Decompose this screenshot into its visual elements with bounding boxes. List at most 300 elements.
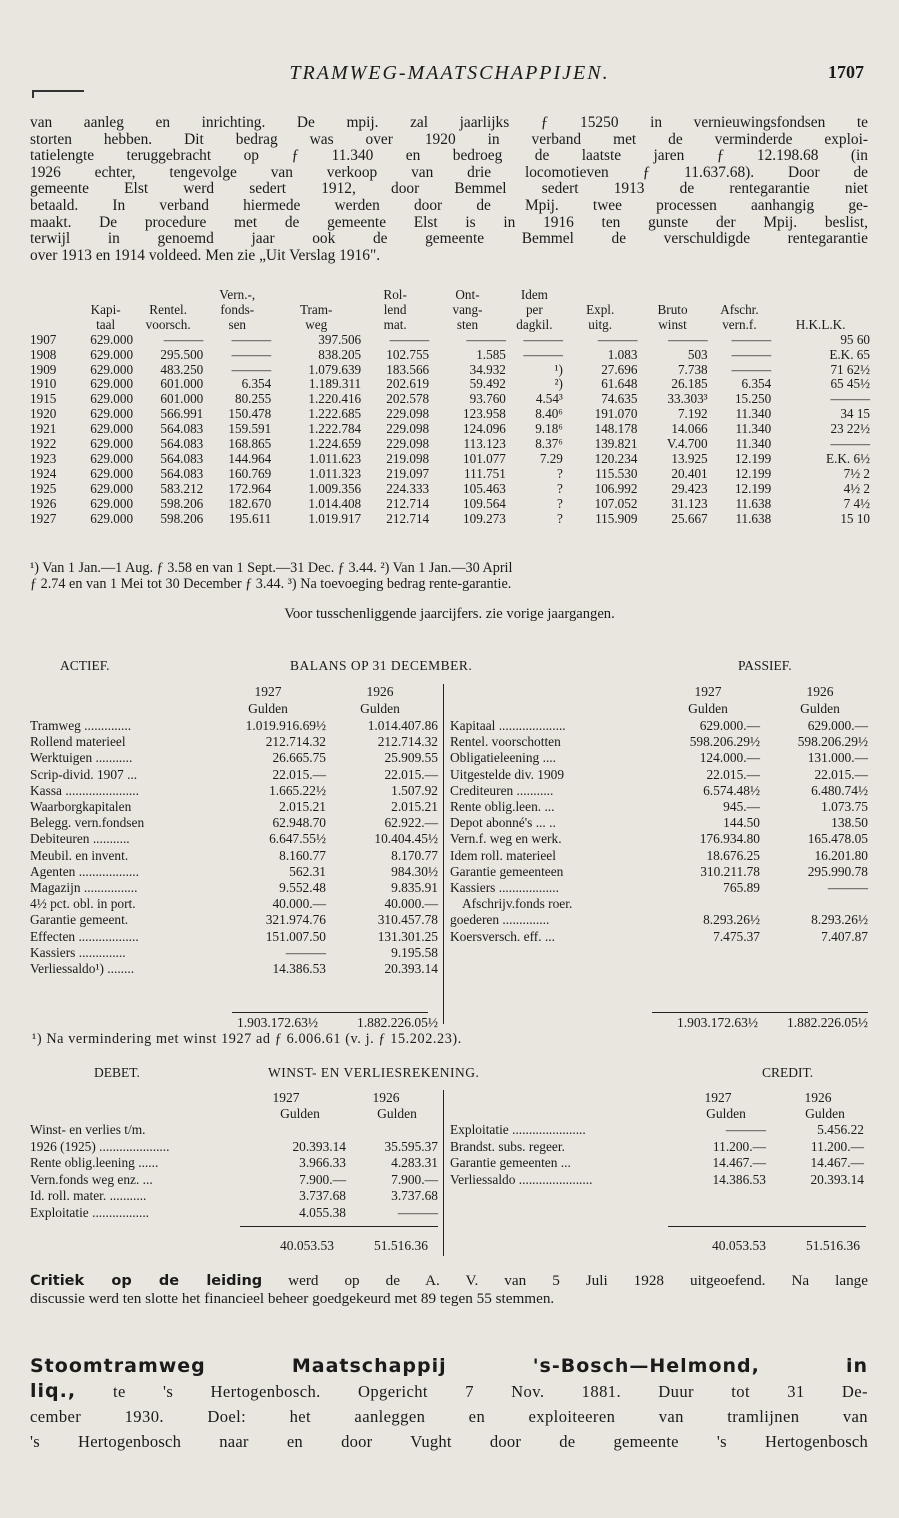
pl-credit-table: [450, 1122, 864, 1188]
history-cell: 14.066: [671, 421, 708, 437]
actief-label: Meubil. en invent.: [30, 847, 129, 863]
passief-value: 598.206.29½: [689, 734, 760, 750]
history-header-row: [30, 288, 870, 303]
history-cell: 93.760: [469, 391, 506, 407]
history-cell: 598.206: [160, 495, 204, 511]
history-cell: 202.578: [386, 391, 430, 407]
history-table: [30, 288, 870, 527]
actief-value: 26.665.75: [272, 750, 326, 766]
pl-year-credit-2: 1926: [804, 1090, 832, 1105]
passief-value: 629.000.—: [699, 718, 760, 733]
debet-value: 4.283.31: [391, 1155, 438, 1171]
balance-year-passief-2: 1926: [806, 684, 834, 699]
actief-value: 1.019.916.69½: [245, 718, 326, 733]
debet-value: 3.737.68: [299, 1188, 346, 1204]
history-cell: 65 45½: [830, 376, 870, 392]
history-row: [30, 377, 870, 392]
history-cell: 102.755: [386, 346, 430, 362]
history-cell: 12.199: [734, 480, 772, 496]
balance-total-passief-1926: 1.882.226.05½: [787, 1015, 868, 1030]
passief-row: [450, 896, 868, 912]
passief-row: [450, 848, 868, 864]
history-cell: 564.083: [160, 421, 204, 437]
actief-value: 1.665.22½: [269, 782, 326, 798]
history-cell: ———: [830, 436, 870, 452]
balance-total-passief-1927: 1.903.172.63½: [677, 1015, 758, 1030]
actief-value: ———: [285, 944, 326, 960]
debet-row: [30, 1155, 438, 1172]
actief-value: 9.195.58: [391, 944, 438, 960]
intro-line: gemeente Elst werd sedert 1912, door Bemmel sedert 1913 de rentegarantie niet: [30, 180, 868, 198]
history-year: 1907: [30, 331, 57, 347]
passief-value: [760, 896, 868, 912]
actief-label: Tramweg ..............: [30, 718, 132, 733]
history-cell: ———: [466, 331, 506, 347]
history-header-cell: per: [525, 301, 543, 317]
history-cell: 8.37⁶: [535, 436, 563, 452]
actief-label: Magazijn ................: [30, 880, 138, 896]
history-cell: 182.670: [228, 495, 272, 511]
debet-value: 3.737.68: [391, 1188, 438, 1204]
history-row: [30, 422, 870, 437]
history-cell: 212.714: [386, 495, 430, 511]
actief-value: 40.000.—: [272, 896, 326, 912]
history-cell: 601.000: [160, 376, 204, 392]
passief-value: 8.293.26½: [811, 912, 868, 928]
actief-value: 321.974.76: [265, 912, 326, 928]
pl-title: WINST- EN VERLIESREKENING.: [268, 1065, 480, 1080]
passief-row: [450, 912, 868, 928]
history-cell: 629.000: [90, 406, 134, 422]
history-header-cell: fonds-: [220, 301, 255, 317]
balance-unit-passief-2: Gulden: [800, 701, 840, 716]
history-header-cell: Bruto: [657, 301, 688, 317]
history-cell: 1.222.685: [308, 406, 362, 422]
actief-value: 22.015.—: [384, 766, 438, 782]
passief-value: 629.000.—: [807, 718, 868, 733]
history-cell: 101.077: [463, 450, 506, 466]
actief-value: 9.835.91: [391, 880, 438, 896]
intro-line: tatielengte teruggebracht op ƒ 11.340 en bedroeg de laatste jaren ƒ 12.198.68 (in: [30, 147, 868, 165]
history-row: [30, 363, 870, 378]
history-header-cell: weg: [305, 316, 328, 332]
history-cell: ———: [231, 361, 272, 377]
passief-label: Kapitaal ....................: [450, 718, 566, 733]
pl-debet-label: DEBET.: [94, 1065, 140, 1080]
actief-row: [30, 912, 438, 928]
actief-row: [30, 783, 438, 799]
actief-row: [30, 815, 438, 831]
history-header-cell: mat.: [383, 316, 407, 332]
actief-label: Rollend materieel: [30, 734, 126, 750]
actief-value: 8.170.77: [391, 847, 438, 863]
history-year: 1921: [30, 421, 57, 437]
corner-mark: [32, 90, 84, 98]
passief-label: Garantie gemeenteen: [450, 863, 564, 879]
actief-value: 9.552.48: [279, 880, 326, 896]
history-cell: ———: [163, 331, 204, 347]
debet-label: Exploitatie .................: [30, 1204, 150, 1220]
history-row: [30, 497, 870, 512]
actief-row: [30, 896, 438, 912]
history-cell: E.K. 65: [829, 346, 870, 362]
passief-value: 7.475.37: [713, 928, 760, 944]
history-header-cell: winst: [658, 316, 687, 332]
history-year: 1910: [30, 376, 57, 392]
history-cell: ———: [231, 346, 272, 362]
debet-row: [30, 1122, 438, 1139]
history-header-cell: Ont-: [455, 287, 480, 302]
history-cell: 202.619: [386, 376, 430, 392]
history-cell: 583.212: [160, 480, 204, 496]
debet-label: 1926 (1925) .....................: [30, 1138, 170, 1154]
history-cell: 4.54³: [535, 391, 563, 407]
history-cell: 61.648: [601, 376, 638, 392]
history-cell: 111.751: [463, 465, 506, 481]
pl-credit-label: CREDIT.: [762, 1065, 814, 1080]
passief-value: 165.478.05: [807, 831, 868, 847]
balance-unit-actief-1: Gulden: [248, 701, 288, 716]
credit-label: Verliessaldo ......................: [450, 1171, 593, 1187]
credit-value: 11.200.—: [810, 1138, 864, 1154]
history-cell: 7.29: [539, 450, 563, 466]
history-cell: 1.079.639: [308, 361, 362, 377]
history-cell: 219.098: [386, 450, 430, 466]
history-year: 1924: [30, 465, 57, 481]
balance-year-actief-2: 1926: [366, 684, 394, 699]
history-cell: 27.696: [601, 361, 638, 377]
history-cell: ?: [557, 465, 563, 481]
passief-value: 16.201.80: [814, 847, 868, 863]
history-header-cell: [30, 303, 78, 318]
actief-label: Kassa ......................: [30, 782, 139, 798]
history-row: [30, 348, 870, 363]
history-cell: 183.566: [386, 361, 430, 377]
actief-row: [30, 767, 438, 783]
history-header-cell: Tram-: [299, 301, 333, 317]
history-footnote-line: ¹) Van 1 Jan.—1 Aug. ƒ 3.58 en van 1 Sept.—31 Dec. ƒ 3.44. ²) Van 1 Jan.—30 April: [30, 560, 513, 576]
history-cell: 26.185: [671, 376, 708, 392]
credit-label: Brandst. subs. regeer.: [450, 1138, 565, 1154]
passief-value: 22.015.—: [814, 766, 868, 782]
actief-label: Verliessaldo¹) ........: [30, 961, 135, 977]
credit-row: [450, 1139, 864, 1156]
actief-value: 1.014.407.86: [367, 718, 438, 733]
history-cell: 144.964: [228, 450, 272, 466]
actief-label: 4½ pct. obl. in port.: [30, 896, 136, 912]
actief-row: [30, 734, 438, 750]
history-cell: ———: [523, 346, 563, 362]
history-cell: 31.123: [671, 495, 708, 511]
passief-value: 6.574.48½: [703, 782, 760, 798]
pl-total-credit-1927: 40.053.53: [712, 1238, 766, 1253]
passief-value: 310.211.78: [700, 863, 760, 879]
pl-year-debet-1: 1927: [272, 1090, 300, 1105]
history-cell: 106.992: [594, 480, 638, 496]
history-cell: 12.199: [734, 450, 772, 466]
history-cell: 11.638: [735, 510, 772, 526]
history-cell: 601.000: [160, 391, 204, 407]
intro-line: van aanleg en inrichting. De mpij. zal jaarlijks ƒ 15250 in vernieuwingsfondsen te: [30, 114, 868, 131]
page-number: 1707: [828, 62, 864, 82]
passief-label: goederen ..............: [450, 912, 550, 928]
history-cell: 1.189.311: [308, 376, 362, 392]
history-cell: ———: [668, 331, 708, 347]
history-cell: 629.000: [90, 450, 134, 466]
history-cell: 159.591: [228, 421, 272, 437]
balance-title: BALANS OP 31 DECEMBER.: [290, 658, 473, 673]
history-cell: 148.178: [594, 421, 638, 437]
history-cell: 629.000: [90, 376, 134, 392]
debet-row: [30, 1188, 438, 1205]
intro-line: over 1913 en 1914 voldeed. Men zie „Uit Verslag 1916".: [30, 246, 381, 264]
history-cell: 160.769: [228, 465, 272, 481]
history-header-cell: Afschr.: [720, 301, 759, 317]
history-cell: 95 60: [840, 331, 870, 347]
intro-line: terwijl in genoemd jaar ook de gemeente Bemmel de verschuldigde rentegarantie: [30, 230, 868, 248]
history-cell: 29.423: [671, 480, 708, 496]
history-header-cell: [78, 288, 133, 303]
passief-value: 138.50: [831, 815, 868, 831]
history-cell: 15 10: [840, 510, 870, 526]
actief-row: [30, 880, 438, 896]
balance-unit-actief-2: Gulden: [360, 701, 400, 716]
pl-unit-credit-2: Gulden: [805, 1106, 845, 1121]
debet-value: 35.595.37: [384, 1138, 438, 1154]
passief-value: 131.000.—: [807, 750, 868, 766]
history-cell: 598.206: [160, 510, 204, 526]
history-cell: 20.401: [671, 465, 708, 481]
passief-row: [450, 767, 868, 783]
history-cell: 113.123: [463, 436, 506, 452]
history-cell: 74.635: [601, 391, 638, 407]
actief-label: Debiteuren ...........: [30, 831, 130, 847]
passief-value: 598.206.29½: [797, 734, 868, 750]
actief-value: 22.015.—: [272, 766, 326, 782]
history-cell: 629.000: [90, 495, 134, 511]
history-cell: 838.205: [318, 346, 362, 362]
history-cell: 229.098: [386, 421, 430, 437]
pl-debet-total-rule: [240, 1226, 438, 1227]
debet-row: [30, 1205, 438, 1222]
history-cell: 503: [687, 346, 708, 362]
actief-value: 984.30½: [391, 863, 438, 879]
company-line2: te 's Hertogenbosch. Opgericht 7 Nov. 1881. Duur tot 31 De-: [112, 1382, 868, 1401]
history-cell: 15.250: [734, 391, 772, 407]
history-cell: 229.098: [386, 436, 430, 452]
history-cell: 150.478: [228, 406, 272, 422]
history-header-cell: taal: [96, 316, 116, 332]
credit-value: 11.200.—: [712, 1138, 766, 1154]
history-cell: 33.303³: [667, 391, 708, 407]
history-cell: 11.638: [735, 495, 772, 511]
passief-label: Obligatieleening ....: [450, 750, 556, 766]
history-cell: ———: [731, 346, 772, 362]
history-cell: 6.354: [741, 376, 772, 392]
history-cell: 1.222.784: [308, 421, 362, 437]
history-header-cell: [271, 288, 361, 303]
history-header-cell: lend: [383, 301, 407, 317]
debet-value: 7.900.—: [391, 1171, 438, 1187]
passief-value: 18.676.25: [706, 847, 760, 863]
passief-value: 6.480.74½: [811, 782, 868, 798]
company-line4: 's Hertogenbosch naar en door Vught door de gemeente 's Hertogenbosch: [30, 1432, 868, 1451]
actief-value: 25.909.55: [384, 750, 438, 766]
pl-debet-table: [30, 1122, 438, 1222]
critiek-line1: werd op de A. V. van 5 Juli 1928 uitgeoefend. Na lange: [288, 1272, 869, 1289]
pl-year-debet-2: 1926: [372, 1090, 400, 1105]
history-cell: 115.530: [595, 465, 638, 481]
history-header-cell: vang-: [452, 301, 483, 317]
balance-total-actief-1927: 1.903.172.63½: [237, 1015, 318, 1030]
history-header-row: [30, 318, 870, 333]
history-cell: 11.340: [735, 406, 772, 422]
history-cell: 7½ 2: [843, 465, 870, 481]
balance-passief-label: PASSIEF.: [738, 658, 792, 673]
history-footnotes: [30, 560, 868, 593]
history-cell: 107.052: [594, 495, 638, 511]
passief-row: [450, 929, 868, 945]
actief-label: Agenten ..................: [30, 863, 139, 879]
history-cell: ———: [731, 331, 772, 347]
passief-value: 945.—: [723, 799, 760, 815]
history-year: 1926: [30, 495, 57, 511]
debet-value: 20.393.14: [292, 1138, 346, 1154]
history-cell: 8.40⁶: [535, 406, 563, 422]
history-year: 1922: [30, 436, 57, 452]
history-cell: ———: [830, 391, 870, 407]
actief-row: [30, 831, 438, 847]
actief-value: 212.714.32: [265, 734, 326, 750]
history-cell: 34.932: [469, 361, 506, 377]
history-cell: 191.070: [594, 406, 638, 422]
debet-value: ———: [397, 1204, 438, 1220]
history-cell: 1.019.917: [308, 510, 362, 526]
history-header-row: [30, 303, 870, 318]
actief-value: 310.457.78: [377, 912, 438, 928]
history-cell: 566.991: [160, 406, 204, 422]
passief-row: [450, 880, 868, 896]
debet-value: 7.900.—: [299, 1171, 346, 1187]
critiek-paragraph: [30, 1272, 868, 1307]
credit-value: 14.386.53: [712, 1171, 766, 1187]
history-cell: 212.714: [386, 510, 430, 526]
credit-row: [450, 1122, 864, 1139]
balance-actief-label: ACTIEF.: [60, 658, 110, 673]
history-cell: 483.250: [160, 361, 204, 377]
passief-row: [450, 734, 868, 750]
history-cell: 9.18⁶: [535, 421, 563, 437]
actief-value: 8.160.77: [279, 847, 326, 863]
actief-row: [30, 750, 438, 766]
history-header-cell: uitg.: [588, 316, 613, 332]
balance-year-actief-1: 1927: [254, 684, 282, 699]
actief-value: 151.007.50: [265, 928, 326, 944]
passief-value: 176.934.80: [699, 831, 760, 847]
history-cell: 1.585: [476, 346, 506, 362]
pl-unit-debet-2: Gulden: [377, 1106, 417, 1121]
history-cell: ———: [731, 361, 772, 377]
history-cell: 172.964: [228, 480, 272, 496]
history-cell: 115.909: [595, 510, 638, 526]
critiek-lead: Critiek op de leiding: [30, 1273, 263, 1289]
passief-value: 765.89: [723, 880, 760, 896]
history-cell: 629.000: [90, 510, 134, 526]
history-header-cell: [771, 288, 870, 303]
passief-label: Crediteuren ...........: [450, 782, 554, 798]
history-cell: 1.220.416: [308, 391, 362, 407]
history-header-cell: Idem: [520, 287, 548, 302]
actief-value: 14.386.53: [272, 961, 326, 977]
company-paragraph: [30, 1354, 868, 1454]
history-cell: 1.009.356: [308, 480, 362, 496]
debet-value: [346, 1122, 438, 1139]
passief-value: [646, 896, 760, 912]
history-year: 1927: [30, 510, 57, 526]
actief-row: [30, 799, 438, 815]
history-cell: 139.821: [594, 436, 638, 452]
pl-unit-debet-1: Gulden: [280, 1106, 320, 1121]
debet-label: Id. roll. mater. ...........: [30, 1188, 147, 1204]
history-row: [30, 407, 870, 422]
history-cell: 219.097: [386, 465, 430, 481]
history-header-cell: dagkil.: [516, 316, 553, 332]
actief-value: 62.948.70: [272, 815, 326, 831]
passief-label: Rente oblig.leen. ...: [450, 799, 555, 815]
history-cell: 397.506: [318, 331, 362, 347]
passief-label: Uitgestelde div. 1909: [450, 766, 565, 782]
history-cell: 124.096: [463, 421, 506, 437]
passief-row: [450, 864, 868, 880]
balance-total-actief-1926: 1.882.226.05½: [357, 1015, 438, 1030]
history-cell: 4½ 2: [843, 480, 870, 496]
debet-label: Rente oblig.leening ......: [30, 1155, 159, 1171]
history-year: 1923: [30, 450, 57, 466]
actief-label: Kassiers ..............: [30, 944, 126, 960]
passief-value: 1.073.75: [821, 799, 868, 815]
pl-year-credit-1: 1927: [704, 1090, 732, 1105]
actief-label: Scrip-divid. 1907 ...: [30, 766, 138, 782]
history-header-cell: Expl.: [586, 301, 615, 317]
history-cell: 1.083: [607, 346, 638, 362]
history-header-cell: Vern.-,: [219, 287, 256, 302]
history-header-cell: sten: [456, 316, 479, 332]
pl-credit-total-rule: [668, 1226, 866, 1227]
actief-value: 2.015.21: [391, 799, 438, 815]
passief-value: 7.407.87: [821, 928, 868, 944]
page-header-title: TRAMWEG-MAATSCHAPPIJEN.: [289, 62, 610, 84]
history-cell: V.4.700: [666, 436, 708, 452]
history-cell: 168.865: [228, 436, 272, 452]
history-cell: 629.000: [90, 361, 134, 377]
passief-label: Depot abonné's ... ..: [450, 815, 556, 831]
actief-value: 212.714.32: [377, 734, 438, 750]
history-cell: 295.500: [160, 346, 204, 362]
history-cell: ?: [557, 495, 563, 511]
company-name: Stoomtramweg Maatschappij 's-Bosch—Helmond, in: [30, 1355, 868, 1377]
pl-divider: [443, 1090, 444, 1256]
balance-actief-total-rule: [232, 1012, 428, 1013]
passief-label: Idem roll. materieel: [450, 847, 556, 863]
history-cell: 23 22½: [830, 421, 870, 437]
history-header-cell: [637, 288, 707, 303]
company-line3: cember 1930. Doel: het aanleggen en exploiteeren van tramlijnen van: [30, 1407, 868, 1426]
history-cell: 1.224.659: [308, 436, 362, 452]
actief-value: 1.507.92: [391, 782, 438, 798]
history-header-cell: sen: [228, 316, 247, 332]
intro-line: 1926 echter, tengevolge van verkoop van drie locomotieven ƒ 11.637.68). Door de: [30, 163, 868, 181]
credit-label: Garantie gemeenten ...: [450, 1155, 571, 1171]
